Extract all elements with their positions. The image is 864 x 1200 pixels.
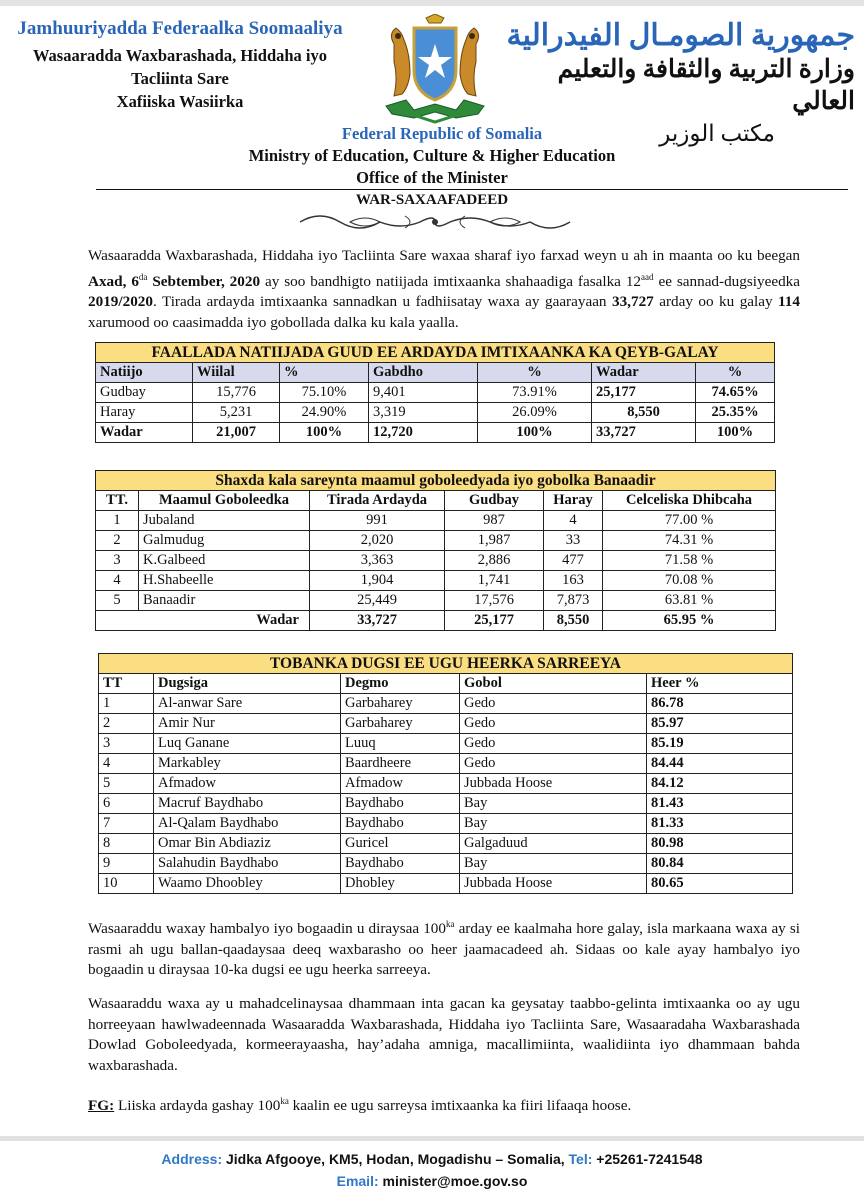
intro-day: Axad, 6 (88, 272, 139, 290)
note-text-1: Liiska ardayda gashay 100 (114, 1097, 281, 1115)
column-header: Dugsiga (154, 674, 341, 694)
table-cell: 24.90% (280, 403, 369, 423)
table-cell: Afmadow (154, 774, 341, 794)
note-suffix: ka (280, 1096, 289, 1106)
letterhead-somali (0, 18, 360, 112)
republic-name-somali: Jamhuuriyadda Federaalka Soomaaliya (17, 18, 343, 39)
table-cell: Baardheere (341, 754, 460, 774)
table-row (99, 874, 793, 894)
table-cell: 7 (99, 814, 154, 834)
table-cell: 71.58 % (603, 551, 776, 571)
table-cell: 75.10% (280, 383, 369, 403)
table-cell: 80.65 (647, 874, 793, 894)
table-cell: 3,363 (310, 551, 445, 571)
table-cell: Luq Ganane (154, 734, 341, 754)
table-cell: Galgaduud (460, 834, 647, 854)
table-cell: 4 (99, 754, 154, 774)
note-text-2: kaalin ee ugu sarreysa imtixaanka ka fiiri lifaaqa hoose. (288, 1097, 632, 1115)
table-cell: 2 (99, 714, 154, 734)
table-cell: 86.78 (647, 694, 793, 714)
table-row (99, 734, 793, 754)
table-caption: Shaxda kala sareynta maamul goboleedyada iyo gobolka Banaadir (96, 471, 776, 491)
intro-text-6: xarumood oo caasimadda iyo gobollada dalka ku kala yaalla. (88, 313, 459, 331)
table-cell: 9 (99, 854, 154, 874)
table-cell: 2 (96, 531, 139, 551)
table-cell: 74.31 % (603, 531, 776, 551)
table-cell: 26.09% (478, 403, 592, 423)
table-cell: 25,177 (592, 383, 696, 403)
table-cell: Bay (460, 814, 647, 834)
table-cell: K.Galbeed (139, 551, 310, 571)
email-label: Email: (336, 1173, 379, 1189)
table-cell: 4 (544, 511, 603, 531)
table-cell: 3 (99, 734, 154, 754)
table-cell: 9,401 (369, 383, 478, 403)
table-caption-row (96, 471, 776, 491)
table-cell: 5 (99, 774, 154, 794)
table-row (99, 754, 793, 774)
table-cell: H.Shabeelle (139, 571, 310, 591)
table-cell: Dhobley (341, 874, 460, 894)
column-header: Wiilal (193, 363, 280, 383)
table-cell: 991 (310, 511, 445, 531)
table-cell: 74.65% (696, 383, 775, 403)
table-cell: 1,741 (445, 571, 544, 591)
table-cell: 15,776 (193, 383, 280, 403)
table-cell: 477 (544, 551, 603, 571)
table-cell: 73.91% (478, 383, 592, 403)
table-cell: 1,904 (310, 571, 445, 591)
table-cell: 3 (96, 551, 139, 571)
table-cell: 80.98 (647, 834, 793, 854)
table-cell: 80.84 (647, 854, 793, 874)
ministry-name-arabic: وزارة التربية والثقافة والتعليم العالي (557, 56, 855, 115)
table-cell: Guricel (341, 834, 460, 854)
table-cell: 84.44 (647, 754, 793, 774)
table-row (96, 403, 775, 423)
table-cell: 33 (544, 531, 603, 551)
table-header-row (96, 363, 775, 383)
table-cell: 33,727 (310, 611, 445, 631)
para2-suffix: ka (445, 919, 455, 929)
table-cell: 17,576 (445, 591, 544, 611)
somalia-coat-of-arms-icon (380, 14, 490, 126)
table-cell: Gedo (460, 694, 647, 714)
column-header: Tirada Ardayda (310, 491, 445, 511)
table-cell: Bay (460, 854, 647, 874)
intro-month: Sebtember, 2020 (147, 272, 261, 290)
table-cell: Gedo (460, 754, 647, 774)
table-cell: 33,727 (592, 423, 696, 443)
para2-text-1: Wasaaraddu waxay hambalyo iyo bogaadin u diraysaa 100 (88, 920, 446, 938)
table-cell: 10 (99, 874, 154, 894)
table-cell: Jubaland (139, 511, 310, 531)
table-cell: 85.19 (647, 734, 793, 754)
table-cell: 100% (696, 423, 775, 443)
table-cell: Galmudug (139, 531, 310, 551)
table-header-row (96, 491, 776, 511)
table-cell: 25,177 (445, 611, 544, 631)
acknowledgement-paragraph: Wasaaraddu waxa ay u mahadcelinaysaa dhammaan inta gacan ka geysatay taabbo-gelinta imtixaanka oo ay ugu horreeyaan hawlwadeennada Wasaaradda Waxbarashada, Hiddaha iyo Tacliinta Sare, Wasaaradaha Waxbarashada Dowlad Goboleedyada, kormeerayaasha, hay’adaha amniga, macallimiinta, waalidiinta iyo dhammaan bahda waxbarashada. (88, 995, 800, 1074)
table-cell: 8,550 (592, 403, 696, 423)
table-caption: FAALLADA NATIIJADA GUUD EE ARDAYDA IMTIXAANKA KA QEYB-GALAY (96, 343, 775, 363)
column-header: % (280, 363, 369, 383)
table-row (99, 774, 793, 794)
column-header: TT. (96, 491, 139, 511)
footer-address-line (0, 1148, 864, 1170)
footer-contact (0, 1148, 864, 1192)
email-link[interactable]: minister@moe.gov.so (378, 1173, 528, 1189)
table-cell: 25,449 (310, 591, 445, 611)
table-cell: 1,987 (445, 531, 544, 551)
column-header: Haray (544, 491, 603, 511)
table-row (96, 591, 776, 611)
republic-name-arabic: جمهورية الصومـال الفيدرالية (506, 19, 855, 52)
ministry-name-somali-1: Wasaaradda Waxbarashada, Hiddaha iyo (32, 46, 328, 65)
table-row (99, 714, 793, 734)
table-cell: 85.97 (647, 714, 793, 734)
column-header: Gabdho (369, 363, 478, 383)
intro-paragraph (88, 246, 800, 333)
office-name-english: Office of the Minister (356, 168, 508, 187)
intro-year: 2019/2020 (88, 293, 153, 311)
press-release-title: WAR-SAXAAFADEED (355, 192, 509, 208)
table-cell: Gedo (460, 734, 647, 754)
intro-total: 33,727 (611, 293, 654, 311)
table-cell: Wadar (96, 611, 310, 631)
top-border (0, 0, 864, 6)
column-header: Natiijo (96, 363, 193, 383)
table-row (96, 531, 776, 551)
intro-day-suffix: da (138, 271, 148, 282)
table-row (99, 794, 793, 814)
table-cell: 6 (99, 794, 154, 814)
intro-grade-suffix: aad (641, 271, 654, 282)
table-caption-row (96, 343, 775, 363)
table-cell: 81.43 (647, 794, 793, 814)
note-paragraph (88, 1091, 800, 1117)
column-header: % (696, 363, 775, 383)
table-cell: Macruf Baydhabo (154, 794, 341, 814)
ministry-name-english: Ministry of Education, Culture & Higher Education (248, 146, 616, 165)
table-cell: Baydhabo (341, 814, 460, 834)
table-cell: Waamo Dhoobley (154, 874, 341, 894)
table-cell: Salahudin Baydhabo (154, 854, 341, 874)
congratulations-paragraph (88, 914, 800, 981)
table-total-row (96, 423, 775, 443)
office-name-somali: Xafiiska Wasiirka (116, 92, 244, 111)
table-cell: 8 (99, 834, 154, 854)
table-caption: TOBANKA DUGSI EE UGU HEERKA SARREEYA (99, 654, 793, 674)
table-row (99, 834, 793, 854)
footer-divider (0, 1136, 864, 1141)
intro-text-3: ee sannad-dugsiyeedka (653, 272, 800, 290)
table-header-row (99, 674, 793, 694)
ornament-divider-icon (290, 208, 580, 236)
table-cell: Haray (96, 403, 193, 423)
column-header: Wadar (592, 363, 696, 383)
table-cell: Wadar (96, 423, 193, 443)
table-cell: 1 (96, 511, 139, 531)
table-cell: Bay (460, 794, 647, 814)
table-cell: Jubbada Hoose (460, 874, 647, 894)
table-cell: 81.33 (647, 814, 793, 834)
table-cell: Al-Qalam Baydhabo (154, 814, 341, 834)
table-cell: 5 (96, 591, 139, 611)
table-cell: Afmadow (341, 774, 460, 794)
table-cell: 1 (99, 694, 154, 714)
address-text: Jidka Afgooye, KM5, Hodan, Mogadishu – Somalia, (222, 1151, 565, 1167)
table-cell: Baydhabo (341, 854, 460, 874)
table-row (96, 383, 775, 403)
table-cell: 25.35% (696, 403, 775, 423)
overall-results-table (95, 342, 775, 443)
table-cell: 163 (544, 571, 603, 591)
header-divider (96, 189, 848, 190)
table-cell: 70.08 % (603, 571, 776, 591)
column-header: Gobol (460, 674, 647, 694)
table-cell: Banaadir (139, 591, 310, 611)
table-row (99, 814, 793, 834)
column-header: Maamul Goboleedka (139, 491, 310, 511)
table-row (96, 511, 776, 531)
table-cell: 12,720 (369, 423, 478, 443)
column-header: % (478, 363, 592, 383)
column-header: Gudbay (445, 491, 544, 511)
table-cell: 63.81 % (603, 591, 776, 611)
table-cell: Al-anwar Sare (154, 694, 341, 714)
table-cell: 84.12 (647, 774, 793, 794)
table-cell: Luuq (341, 734, 460, 754)
table-row (96, 551, 776, 571)
table-cell: Amir Nur (154, 714, 341, 734)
table-row (96, 571, 776, 591)
table-cell: 77.00 % (603, 511, 776, 531)
table-cell: Gudbay (96, 383, 193, 403)
ministry-name-somali-2: Tacliinta Sare (131, 69, 229, 88)
intro-text-5: arday oo ku galay (653, 293, 779, 311)
table-cell: 100% (280, 423, 369, 443)
table-cell: 7,873 (544, 591, 603, 611)
table-cell: Garbaharey (341, 714, 460, 734)
intro-centers: 114 (778, 293, 800, 311)
table-cell: Omar Bin Abdiaziz (154, 834, 341, 854)
table-cell: 4 (96, 571, 139, 591)
table-cell: Markabley (154, 754, 341, 774)
letterhead-english (0, 124, 864, 188)
table-cell: 8,550 (544, 611, 603, 631)
intro-text-1: Wasaaradda Waxbarashada, Hiddaha iyo Tacliinta Sare waxaa sharaf iyo farxad weyn u ah in maanta oo ku beegan (88, 247, 800, 264)
table-cell: 5,231 (193, 403, 280, 423)
table-caption-row (99, 654, 793, 674)
tel-text: +25261-7241548 (592, 1151, 703, 1167)
table-total-row (96, 611, 776, 631)
table-cell: Baydhabo (341, 794, 460, 814)
address-label: Address: (161, 1151, 223, 1167)
table-cell: Jubbada Hoose (460, 774, 647, 794)
table-cell: Gedo (460, 714, 647, 734)
table-cell: 987 (445, 511, 544, 531)
column-header: Heer % (647, 674, 793, 694)
table-cell: 2,020 (310, 531, 445, 551)
intro-text-2: ay soo bandhigto natiijada imtixaanka shahaadiga fasalka 12 (260, 272, 642, 290)
column-header: Degmo (341, 674, 460, 694)
office-name-arabic: مكتب الوزير (659, 121, 775, 146)
table-cell: 21,007 (193, 423, 280, 443)
para2-text-2: arday ee kaalmaha hore galay, isla markaana waxa ay si rasmi ah ugu ballan-qaadaysaa deeq waxbarasho oo heer jaamacadeed ah. Sidaas oo kale ayay hambalyo iyo bogaadin u diraysaa 10-ka dugsi ee ugu heerka sarreeya. (88, 920, 800, 979)
table-cell: 100% (478, 423, 592, 443)
republic-name-english: Federal Republic of Somalia (341, 124, 543, 143)
table-cell: 65.95 % (603, 611, 776, 631)
intro-text-4: . Tirada ardayda imtixaanka sannadkan u fadhiisatay waxa ay gaarayaan (152, 293, 612, 311)
table-cell: Garbaharey (341, 694, 460, 714)
table-cell: 2,886 (445, 551, 544, 571)
table-row (99, 854, 793, 874)
footer-email-line (0, 1170, 864, 1192)
tel-label: Tel: (564, 1151, 593, 1167)
column-header: Celceliska Dhibcaha (603, 491, 776, 511)
note-label: FG: (88, 1097, 115, 1115)
table-cell: 3,319 (369, 403, 478, 423)
table-row (99, 694, 793, 714)
top-schools-table (98, 653, 793, 894)
column-header: TT (99, 674, 154, 694)
regional-results-table (95, 470, 776, 631)
